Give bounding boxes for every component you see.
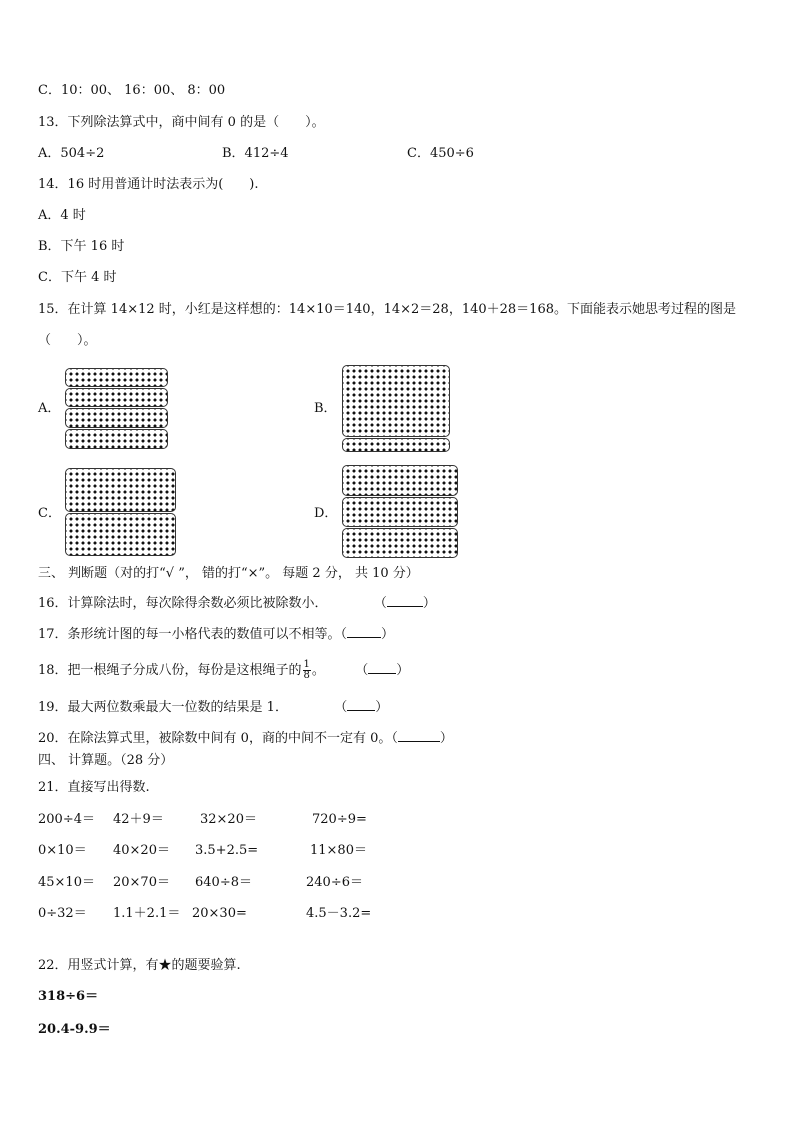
answer-blank[interactable] — [347, 697, 375, 711]
q17-end: ） — [381, 627, 395, 642]
q13-option-a: A．504÷2 — [38, 146, 105, 161]
dot-block — [342, 465, 458, 496]
answer-blank[interactable] — [398, 728, 440, 742]
section-4-heading: 四、 计算题。（28 分） — [38, 753, 174, 768]
q15-label-a: A． — [38, 401, 61, 416]
calc-item: 20×30= — [192, 906, 247, 921]
q14-stem: 14．16 时用普通计时法表示为( ). — [38, 177, 259, 192]
dot-strip — [65, 429, 168, 449]
paren-open: （ — [373, 596, 387, 611]
answer-blank[interactable] — [368, 660, 396, 674]
calc-item: 0×10＝ — [38, 843, 87, 858]
dot-strip — [342, 438, 450, 452]
q15-label-d: D． — [314, 506, 338, 521]
q14-option-c: C．下午 4 时 — [38, 270, 117, 285]
answer-blank[interactable] — [387, 593, 423, 607]
paren-close: ） — [375, 700, 389, 715]
calc-item: 640÷8＝ — [195, 875, 252, 890]
paren-close: ） — [396, 663, 410, 678]
q19-text: 19．最大两位数乘最大一位数的结果是 1． — [38, 700, 288, 715]
q22-item-b: 20.4-9.9＝ — [38, 1022, 111, 1037]
calc-item: 0÷32＝ — [38, 906, 87, 921]
calc-item: 3.5+2.5= — [195, 843, 259, 858]
answer-blank[interactable] — [347, 624, 381, 638]
q12-option-c: C．10：00、 16：00、 8：00 — [38, 83, 226, 98]
calc-item: 20×70＝ — [113, 875, 170, 890]
fraction-one-eighth: $\frac{1}{8}$ — [303, 659, 310, 681]
calc-item: 720÷9= — [312, 812, 367, 827]
dot-block — [342, 497, 458, 527]
q14-option-a: A．4 时 — [38, 208, 86, 223]
q22-stem: 22．用竖式计算，有★的题要验算. — [38, 958, 241, 973]
q20-end: ） — [439, 731, 453, 746]
q18-text: 18．把一根绳子分成八份，每份是这根绳子的 — [38, 663, 302, 678]
calc-item: 45×10＝ — [38, 875, 95, 890]
calc-item: 40×20＝ — [113, 843, 170, 858]
q13-stem: 13．下列除法算式中，商中间有 0 的是（ ）。 — [38, 115, 325, 130]
q21-stem: 21．直接写出得数. — [38, 780, 150, 795]
calc-item: 32×20＝ — [200, 812, 257, 827]
calc-item: 200÷4＝ — [38, 812, 95, 827]
dot-block — [342, 528, 458, 558]
calc-item: 1.1＋2.1＝ — [113, 906, 181, 921]
calc-item: 4.5－3.2= — [306, 906, 372, 921]
q17 — [38, 624, 394, 643]
dot-strip — [65, 368, 168, 387]
q20 — [38, 728, 453, 747]
q16-text: 16．计算除法时，每次除得余数必须比被除数小． — [38, 596, 328, 611]
dot-block — [65, 513, 176, 556]
q18 — [38, 660, 409, 682]
q15-label-b: B． — [314, 401, 337, 416]
q15-stem-cont: （ ）。 — [38, 333, 97, 348]
dot-strip — [65, 408, 168, 428]
q22-item-a: 318÷6＝ — [38, 989, 99, 1004]
q14-option-b: B．下午 16 时 — [38, 239, 125, 254]
dot-block-large — [342, 365, 450, 437]
q16 — [38, 593, 436, 612]
paren-open: （ — [355, 663, 369, 678]
q20-text: 20．在除法算式里，被除数中间有 0，商的中间不一定有 0。（ — [38, 731, 398, 746]
q13-option-c: C．450÷6 — [407, 146, 474, 161]
paren-close: ） — [422, 596, 436, 611]
calc-item: 11×80＝ — [310, 843, 367, 858]
dot-block — [65, 468, 176, 512]
paren-open: （ — [334, 700, 348, 715]
calc-item: 42＋9＝ — [113, 812, 164, 827]
q18-end: 。 — [311, 663, 325, 678]
section-3-heading: 三、 判断题（对的打“√ ”， 错的打“×”。 每题 2 分， 共 10 分） — [38, 566, 419, 581]
q15-stem: 15．在计算 14×12 时，小红是这样想的：14×10＝140，14×2＝28，140＋28＝168。下面能表示她思考过程的图是 — [38, 302, 736, 317]
q19 — [38, 697, 388, 716]
q17-text: 17．条形统计图的每一小格代表的数值可以不相等。（ — [38, 627, 348, 642]
q15-label-c: C． — [38, 506, 61, 521]
dot-strip — [65, 388, 168, 407]
calc-item: 240÷6＝ — [306, 875, 363, 890]
q13-option-b: B．412÷4 — [222, 146, 289, 161]
